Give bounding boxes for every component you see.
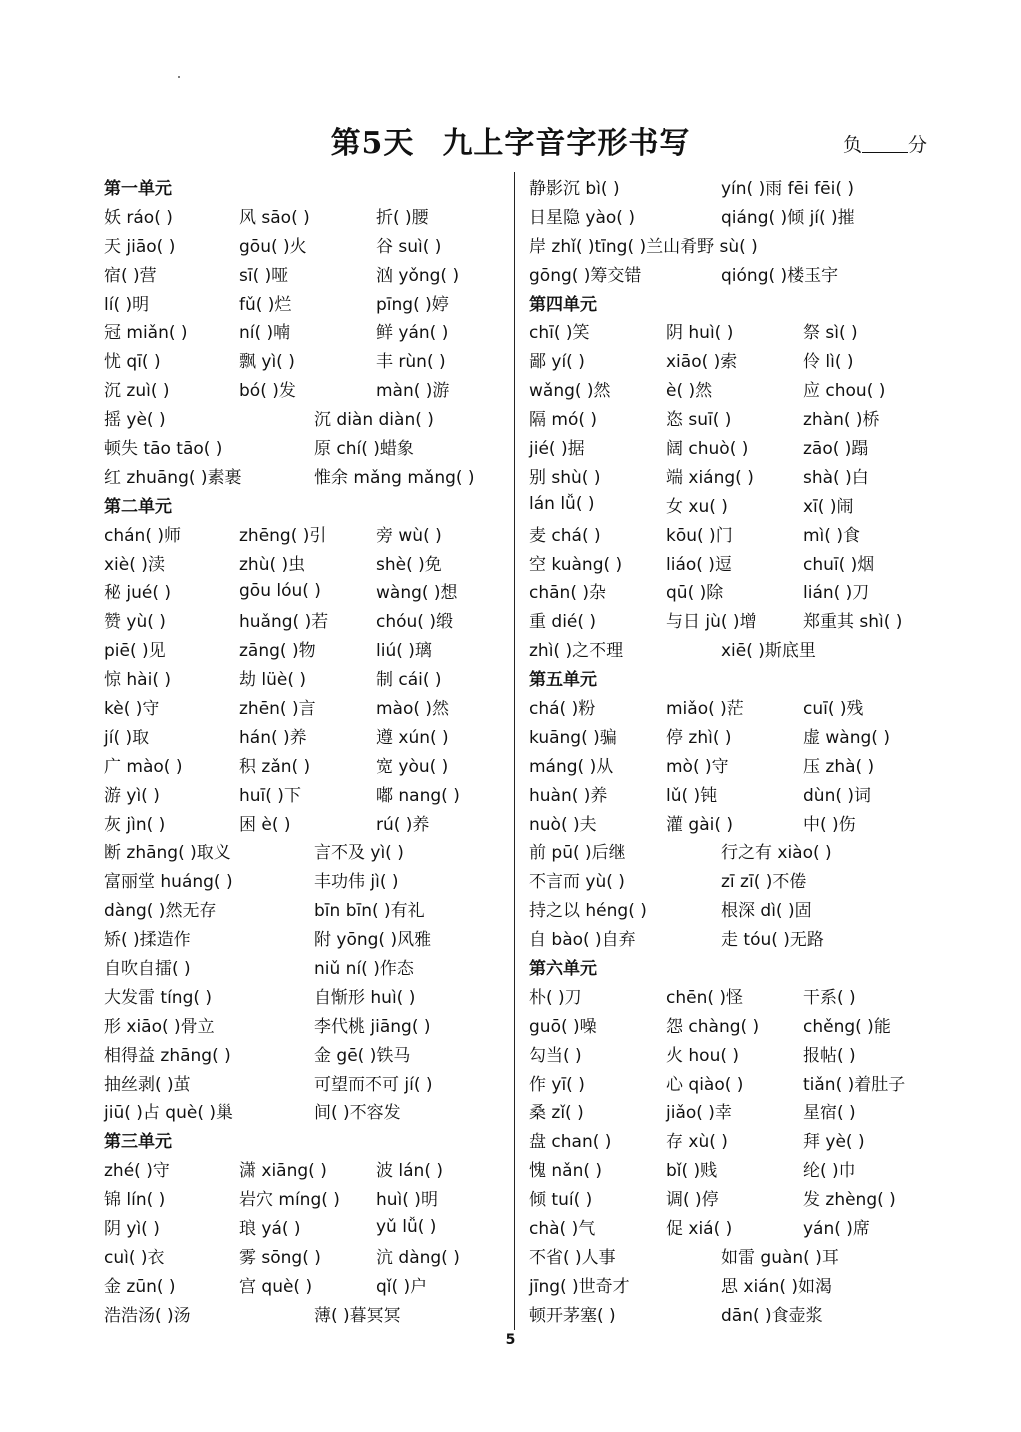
exercise-row <box>104 663 504 692</box>
exercise-item: niǔ ní( )作态 <box>314 958 414 979</box>
exercise-row <box>529 721 949 750</box>
exercise-item: lián( )刀 <box>803 583 870 604</box>
exercise-item: xī( )闹 <box>803 496 854 517</box>
exercise-item: 伶 lì( ) <box>803 352 854 373</box>
exercise-item: 形 xiāo( )骨立 <box>104 1016 215 1037</box>
exercise-item: chán( )师 <box>104 525 181 546</box>
exercise-item: 郑重其 shì( ) <box>803 612 903 633</box>
exercise-item: shè( )免 <box>376 554 442 575</box>
exercise-item: qiáng( )倾 jí( )摧 <box>721 207 855 228</box>
exercise-item: 静影沉 bì( ) <box>529 178 620 199</box>
exercise-item: 赞 yù( ) <box>104 612 166 633</box>
exercise-item: 灰 jìn( ) <box>104 814 166 835</box>
exercise-row <box>104 981 504 1010</box>
exercise-row <box>529 1039 949 1068</box>
exercise-row <box>529 316 949 345</box>
exercise-item: 惊 hài( ) <box>104 670 171 691</box>
exercise-item: 宫 què( ) <box>239 1276 313 1297</box>
exercise-row <box>529 1241 949 1270</box>
exercise-item: 矫( )揉造作 <box>104 930 191 951</box>
exercise-item: qióng( )楼玉宇 <box>721 265 839 286</box>
exercise-item: 端 xiáng( ) <box>666 467 754 488</box>
exercise-item: 祭 sì( ) <box>803 323 858 344</box>
exercise-row <box>529 576 949 605</box>
exercise-item: gōng( )筹交错 <box>529 265 642 286</box>
exercise-item: 浩浩汤( )汤 <box>104 1305 191 1326</box>
unit-header: 第五单元 <box>529 670 597 691</box>
exercise-item: xiē( )斯底里 <box>721 641 816 662</box>
exercise-item: 阴 huì( ) <box>666 323 734 344</box>
unit-header: 第二单元 <box>104 496 172 517</box>
exercise-item: 断 zhāng( )取义 <box>104 843 231 864</box>
exercise-row <box>104 865 504 894</box>
exercise-item: dàng( )然无存 <box>104 901 217 922</box>
unit-header: 第六单元 <box>529 958 597 979</box>
exercise-item: 倾 tuí( ) <box>529 1190 593 1211</box>
exercise-item: 不言而 yù( ) <box>529 872 625 893</box>
exercise-item: chī( )笑 <box>529 323 590 344</box>
exercise-item: 宽 yòu( ) <box>376 756 449 777</box>
exercise-item: bó( )发 <box>239 381 296 402</box>
exercise-row <box>104 576 504 605</box>
exercise-item: zhù( )虫 <box>239 554 306 575</box>
exercise-item: huǎng( )若 <box>239 612 329 633</box>
exercise-item: 原 chí( )蜡象 <box>314 438 414 459</box>
exercise-item: 促 xiá( ) <box>666 1219 733 1239</box>
exercise-row <box>529 1299 949 1328</box>
exercise-item: 盘 chan( ) <box>529 1132 612 1153</box>
exercise-item: shà( )白 <box>803 467 869 488</box>
exercise-row <box>104 201 504 230</box>
exercise-item: 琅 yá( ) <box>239 1219 301 1239</box>
exercise-item: 行之有 xiào( ) <box>721 843 832 864</box>
column-divider <box>514 172 515 1330</box>
exercise-item: 薄( )暮冥冥 <box>314 1305 401 1326</box>
exercise-item: zhēng( )引 <box>239 525 327 546</box>
exercise-item: mì( )食 <box>803 525 860 546</box>
exercise-item: 顿失 tāo tāo( ) <box>104 438 223 459</box>
exercise-item: 怨 chàng( ) <box>666 1016 760 1037</box>
exercise-item: 劫 lüè( ) <box>239 670 307 691</box>
exercise-item: 前 pū( )后继 <box>529 843 626 864</box>
title-day: 第5天 <box>330 126 415 161</box>
page-number: 5 <box>505 1332 516 1348</box>
exercise-row <box>529 1068 949 1097</box>
exercise-item: guō( )噪 <box>529 1016 597 1037</box>
exercise-item: 金 zūn( ) <box>104 1276 176 1297</box>
exercise-item: rú( )养 <box>376 814 430 835</box>
exercise-item: jié( )据 <box>529 438 585 459</box>
exercise-row <box>104 288 504 317</box>
exercise-item: 冠 miǎn( ) <box>104 323 188 344</box>
exercise-item: 思 xián( )如渴 <box>721 1276 833 1297</box>
right-column <box>529 172 949 1328</box>
exercise-item: 天 jiāo( ) <box>104 236 176 257</box>
score-blank <box>862 136 908 153</box>
exercise-item: 不省( )人事 <box>529 1247 616 1268</box>
exercise-item: 鲜 yán( ) <box>376 323 449 344</box>
exercise-item: 沆 dàng( ) <box>376 1247 460 1268</box>
exercise-item: 持之以 héng( ) <box>529 901 647 922</box>
exercise-row <box>104 1039 504 1068</box>
exercise-item: qū( )除 <box>666 583 724 604</box>
exercise-item: 走 tóu( )无路 <box>721 930 824 951</box>
exercise-item: yán( )席 <box>803 1219 870 1239</box>
exercise-item: 雾 sōng( ) <box>239 1247 321 1268</box>
exercise-item: xiè( )渎 <box>104 554 165 575</box>
exercise-item: 中( )伤 <box>803 814 856 835</box>
exercise-item: 附 yōng( )风雅 <box>314 930 432 951</box>
exercise-row <box>529 692 949 721</box>
unit-header: 第三单元 <box>104 1132 172 1153</box>
exercise-item: 朴( )刀 <box>529 987 582 1008</box>
exercise-item: dān( )食壶浆 <box>721 1305 823 1326</box>
exercise-item: 压 zhà( ) <box>803 756 875 777</box>
exercise-item: yín( )雨 fēi fēi( ) <box>721 178 855 199</box>
exercise-item: 拜 yè( ) <box>803 1132 865 1153</box>
exercise-row <box>529 779 949 808</box>
exercise-item: 积 zǎn( ) <box>239 756 311 777</box>
exercise-row <box>104 836 504 865</box>
exercise-row <box>104 692 504 721</box>
exercise-item: bǐ( )贱 <box>666 1161 718 1182</box>
exercise-row <box>529 605 949 634</box>
score-prefix: 负 <box>843 134 863 156</box>
exercise-item: nuò( )夫 <box>529 814 597 835</box>
exercise-item: 火 hou( ) <box>666 1045 740 1066</box>
exercise-item: 女 xu( ) <box>666 496 728 517</box>
exercise-item: chà( )气 <box>529 1219 596 1239</box>
exercise-item: huì( )明 <box>376 1190 438 1211</box>
exercise-item: 旁 wù( ) <box>376 525 442 546</box>
exercise-item: 广 mào( ) <box>104 756 183 777</box>
exercise-row <box>529 461 949 490</box>
exercise-item: 秘 jué( ) <box>104 583 172 604</box>
exercise-item: 愧 nǎn( ) <box>529 1161 603 1182</box>
exercise-item: mào( )然 <box>376 698 450 719</box>
exercise-row <box>529 894 949 923</box>
exercise-item: 丰功伟 jì( ) <box>314 872 399 893</box>
exercise-item: kuāng( )骗 <box>529 727 617 748</box>
exercise-row <box>529 634 949 663</box>
exercise-item: 作 yī( ) <box>529 1074 585 1095</box>
exercise-item: fǔ( )烂 <box>239 294 292 315</box>
exercise-item: 困 è( ) <box>239 814 291 835</box>
unit-header: 第一单元 <box>104 178 172 199</box>
exercise-row <box>529 230 949 259</box>
exercise-item: 妖 ráo( ) <box>104 207 173 228</box>
exercise-item: 汹 yǒng( ) <box>376 265 460 286</box>
exercise-item: cuī( )残 <box>803 698 864 719</box>
exercise-item: qǐ( )户 <box>376 1276 428 1297</box>
exercise-item: 嘟 nang( ) <box>376 785 460 806</box>
exercise-row <box>104 1299 504 1328</box>
exercise-item: lí( )明 <box>104 294 150 315</box>
exercise-item: 恣 suī( ) <box>666 410 732 431</box>
exercise-item: 自吹自擂( ) <box>104 958 191 979</box>
exercise-item: bīn bīn( )有礼 <box>314 901 425 922</box>
exercise-item: 报帖( ) <box>803 1045 856 1066</box>
exercise-row <box>104 923 504 952</box>
exercise-item: jí( )取 <box>104 727 150 748</box>
exercise-item: 宿( )营 <box>104 265 157 286</box>
exercise-item: 可望而不可 jí( ) <box>314 1074 433 1095</box>
exercise-item: 风 sāo( ) <box>239 207 310 228</box>
exercise-item: 鄙 yí( ) <box>529 352 585 373</box>
exercise-row <box>104 1010 504 1039</box>
exercise-item: 与日 jù( )增 <box>666 612 757 633</box>
exercise-row <box>104 345 504 374</box>
left-column <box>104 172 504 1328</box>
exercise-item: 星宿( ) <box>803 1103 856 1124</box>
exercise-row <box>529 808 949 837</box>
exercise-item: 金 gē( )铁马 <box>314 1045 411 1066</box>
exercise-row <box>104 230 504 259</box>
exercise-row <box>529 403 949 432</box>
exercise-row <box>104 374 504 403</box>
exercise-row <box>529 548 949 577</box>
exercise-row <box>104 605 504 634</box>
exercise-item: jiū( )占 què( )巢 <box>104 1103 233 1124</box>
exercise-row <box>104 316 504 345</box>
exercise-item: 沉 diàn diàn( ) <box>314 410 434 431</box>
exercise-item: 日星隐 yào( ) <box>529 207 635 228</box>
exercise-item: gōu lóu( ) <box>239 580 321 601</box>
score-suffix: 分 <box>908 134 928 156</box>
exercise-item: máng( )从 <box>529 756 614 777</box>
exercise-item: 李代桃 jiāng( ) <box>314 1016 431 1037</box>
exercise-row <box>529 490 949 519</box>
title-text: 九上字音字形书写 <box>442 126 691 161</box>
exercise-item: 忧 qī( ) <box>104 352 161 373</box>
exercise-item: miǎo( )茫 <box>666 698 744 719</box>
exercise-item: 自惭形 huì( ) <box>314 987 416 1008</box>
exercise-row <box>104 721 504 750</box>
scan-speck <box>178 76 180 78</box>
exercise-item: 停 zhì( ) <box>666 727 732 748</box>
exercise-row <box>529 750 949 779</box>
exercise-item: tiǎn( )着肚子 <box>803 1074 906 1095</box>
exercise-item: 谷 suì( ) <box>376 236 442 257</box>
exercise-item: hán( )养 <box>239 727 307 748</box>
exercise-item: mò( )守 <box>666 756 729 777</box>
exercise-row <box>529 432 949 461</box>
exercise-item: gōu( )火 <box>239 236 307 257</box>
exercise-item: 虚 wàng( ) <box>803 727 890 748</box>
exercise-item: 阔 chuò( ) <box>666 438 749 459</box>
exercise-row <box>104 1270 504 1299</box>
exercise-item: 灌 gài( ) <box>666 814 734 835</box>
exercise-row <box>104 1183 504 1212</box>
exercise-item: jiǎo( )幸 <box>666 1103 732 1124</box>
exercise-item: yǔ lǚ( ) <box>376 1216 437 1237</box>
exercise-item: lǔ( )钝 <box>666 785 718 806</box>
exercise-row <box>104 1241 504 1270</box>
exercise-item: lán lǚ( ) <box>529 494 595 515</box>
exercise-row <box>104 952 504 981</box>
exercise-row <box>529 1212 949 1241</box>
exercise-row <box>529 1010 949 1039</box>
exercise-item: zhé( )守 <box>104 1161 170 1182</box>
exercise-item: 心 qiào( ) <box>666 1074 744 1095</box>
exercise-item: 存 xù( ) <box>666 1132 728 1153</box>
exercise-item: 桑 zǐ( ) <box>529 1103 584 1124</box>
exercise-row <box>529 923 949 952</box>
exercise-row <box>104 779 504 808</box>
exercise-item: màn( )游 <box>376 381 450 402</box>
exercise-item: zāo( )蹋 <box>803 438 869 459</box>
exercise-row <box>104 634 504 663</box>
exercise-item: 干系( ) <box>803 987 856 1008</box>
exercise-item: 应 chou( ) <box>803 381 886 402</box>
exercise-item: wàng( )想 <box>376 583 458 604</box>
exercise-row <box>529 1183 949 1212</box>
exercise-item: zāng( )物 <box>239 641 316 662</box>
exercise-row <box>104 1097 504 1126</box>
exercise-item: 波 lán( ) <box>376 1161 443 1182</box>
exercise-item: zī zī( )不倦 <box>721 872 807 893</box>
exercise-row <box>104 519 504 548</box>
exercise-item: kè( )守 <box>104 698 160 719</box>
exercise-row <box>529 259 949 288</box>
exercise-row <box>104 808 504 837</box>
exercise-item: 岸 zhǐ( )tīng( )兰山肴野 sù( ) <box>529 236 758 257</box>
exercise-row <box>104 403 504 432</box>
exercise-row <box>529 374 949 403</box>
exercise-item: 根深 dì( )固 <box>721 901 812 922</box>
exercise-item: 麦 chá( ) <box>529 525 601 546</box>
exercise-item: chá( )粉 <box>529 698 596 719</box>
exercise-item: 富丽堂 huáng( ) <box>104 872 233 893</box>
exercise-item: 纶( )巾 <box>803 1161 856 1182</box>
exercise-item: cuì( )衣 <box>104 1247 165 1268</box>
exercise-item: huī( )下 <box>239 785 301 806</box>
exercise-row <box>104 432 504 461</box>
exercise-row <box>529 1097 949 1126</box>
exercise-row <box>104 1154 504 1183</box>
exercise-item: 隔 mó( ) <box>529 410 598 431</box>
exercise-item: zhēn( )言 <box>239 698 316 719</box>
exercise-item: piē( )见 <box>104 641 166 662</box>
exercise-item: 阴 yì( ) <box>104 1219 160 1239</box>
exercise-item: huàn( )养 <box>529 785 608 806</box>
exercise-row <box>529 345 949 374</box>
exercise-item: 潇 xiāng( ) <box>239 1161 327 1182</box>
exercise-item: 间( )不容发 <box>314 1103 401 1124</box>
exercise-row <box>529 201 949 230</box>
exercise-item: 惟余 mǎng mǎng( ) <box>314 467 475 488</box>
exercise-item: dùn( )词 <box>803 785 872 806</box>
exercise-row <box>529 836 949 865</box>
exercise-item: 空 kuàng( ) <box>529 554 623 575</box>
exercise-item: 抽丝剥( )茧 <box>104 1074 191 1095</box>
exercise-item: 制 cái( ) <box>376 670 442 691</box>
exercise-row <box>529 1125 949 1154</box>
exercise-row <box>104 548 504 577</box>
exercise-item: zhì( )之不理 <box>529 641 624 662</box>
exercise-item: chuī( )烟 <box>803 554 875 575</box>
exercise-item: 顿开茅塞( ) <box>529 1305 616 1326</box>
exercise-item: wǎng( )然 <box>529 381 611 402</box>
exercise-item: 飘 yì( ) <box>239 352 295 373</box>
exercise-item: 调( )停 <box>666 1190 719 1211</box>
exercise-item: 重 dié( ) <box>529 612 597 633</box>
exercise-item: sī( )哑 <box>239 265 289 286</box>
exercise-item: liáo( )逗 <box>666 554 732 575</box>
exercise-row <box>104 259 504 288</box>
exercise-item: 勾当( ) <box>529 1045 582 1066</box>
exercise-item: è( )然 <box>666 381 713 402</box>
exercise-row <box>529 519 949 548</box>
exercise-item: 别 shù( ) <box>529 467 601 488</box>
exercise-item: liú( )璃 <box>376 641 432 662</box>
exercise-item: jīng( )世奇才 <box>529 1276 630 1297</box>
exercise-item: 遵 xún( ) <box>376 727 449 748</box>
exercise-item: 大发雷 tíng( ) <box>104 987 213 1008</box>
exercise-row <box>104 461 504 490</box>
exercise-row <box>529 1154 949 1183</box>
exercise-item: zhàn( )桥 <box>803 410 880 431</box>
exercise-item: pīng( )婷 <box>376 294 449 315</box>
exercise-item: ní( )喃 <box>239 323 291 344</box>
exercise-item: 相得益 zhāng( ) <box>104 1045 231 1066</box>
exercise-item: 丰 rùn( ) <box>376 352 446 373</box>
exercise-row <box>529 1270 949 1299</box>
exercise-item: 红 zhuāng( )素裹 <box>104 467 242 488</box>
exercise-item: 游 yì( ) <box>104 785 160 806</box>
exercise-item: 发 zhèng( ) <box>803 1190 896 1211</box>
exercise-item: chān( )杂 <box>529 583 606 604</box>
exercise-item: chěng( )能 <box>803 1016 891 1037</box>
exercise-row <box>104 894 504 923</box>
score-field <box>843 130 927 157</box>
exercise-item: 岩穴 míng( ) <box>239 1190 340 1211</box>
exercise-row <box>529 172 949 201</box>
exercise-item: 言不及 yì( ) <box>314 843 404 864</box>
exercise-row <box>104 1068 504 1097</box>
exercise-item: chóu( )缎 <box>376 612 453 633</box>
exercise-item: chēn( )怪 <box>666 987 744 1008</box>
exercise-row <box>104 1212 504 1241</box>
exercise-item: 摇 yè( ) <box>104 410 166 431</box>
exercise-row <box>529 981 949 1010</box>
exercise-item: 如雷 guàn( )耳 <box>721 1247 839 1268</box>
exercise-item: 自 bào( )自弃 <box>529 930 636 951</box>
exercise-row <box>104 750 504 779</box>
unit-header: 第四单元 <box>529 294 597 315</box>
exercise-row <box>529 865 949 894</box>
exercise-item: kōu( )门 <box>666 525 733 546</box>
exercise-item: 折( )腰 <box>376 207 429 228</box>
exercise-item: 锦 lín( ) <box>104 1190 166 1211</box>
exercise-item: 沉 zuì( ) <box>104 381 170 402</box>
exercise-item: xiāo( )索 <box>666 352 738 373</box>
